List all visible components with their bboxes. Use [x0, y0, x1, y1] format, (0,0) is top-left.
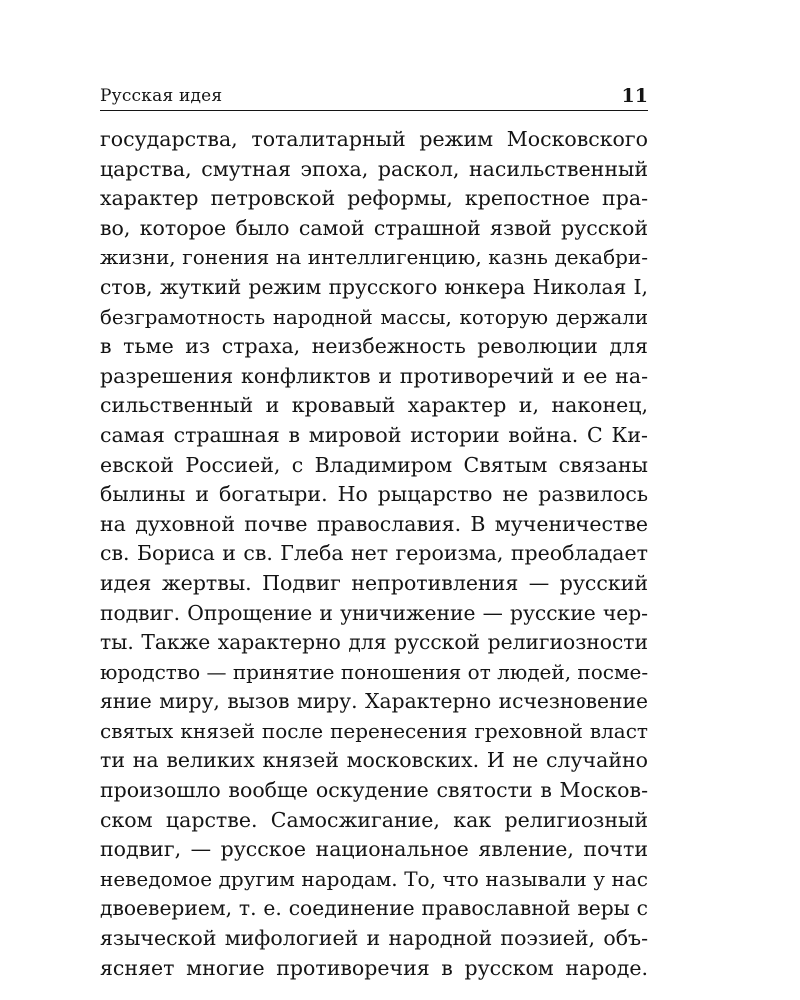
text-line: разрешения конфликтов и противоречий и ее на-: [100, 363, 648, 388]
text-line: неведомое другим народам. То, что называли у нас: [100, 866, 648, 891]
text-line: подвиг, — русское национальное явление, почти: [100, 837, 648, 862]
text-line: св. Бориса и св. Глеба нет героизма, преобладает: [100, 541, 648, 566]
text-line: стов, жуткий режим прусского юнкера Николая I,: [100, 274, 648, 299]
text-line: жизни, гонения на интеллигенцию, казнь декабри-: [100, 245, 648, 270]
text-line: произошло вообще оскудение святости в Москов-: [100, 778, 648, 803]
text-line: самая страшная в мировой истории война. С Ки-: [100, 422, 648, 447]
text-line: ясняет многие противоречия в русском народе.: [100, 955, 648, 980]
text-line: ском царстве. Самосжигание, как религиозный: [100, 807, 648, 832]
text-line: подвиг. Опрощение и уничижение — русские чер-: [100, 600, 648, 625]
text-line: безграмотность народной массы, которую держали: [100, 305, 648, 329]
text-line: яние миру, вызов миру. Характерно исчезновение: [100, 689, 648, 714]
text-line: идея жертвы. Подвиг непротивления — русский: [100, 570, 648, 595]
text-line: языческой мифологией и народной поэзией, объ-: [100, 926, 648, 951]
text-line: характер петровской реформы, крепостное пра-: [100, 186, 648, 211]
text-line: на духовной почве православия. В мученичестве: [100, 511, 648, 536]
text-line: юродство — принятие поношения от людей, посме-: [100, 659, 648, 684]
text-line: былины и богатыри. Но рыцарство не развилось: [100, 482, 648, 507]
running-title: Русская идея: [100, 86, 223, 106]
text-line: двоеверием, т. е. соединение православной веры с: [100, 896, 648, 921]
text-line: царства, смутная эпоха, раскол, насильственный: [100, 156, 648, 181]
text-line: святых князей после перенесения греховной власт: [100, 718, 648, 743]
text-line: в тьме из страха, неизбежность революции для: [100, 334, 648, 359]
text-line: сильственный и кровавый характер и, наконец,: [100, 393, 648, 418]
header-rule: [100, 110, 648, 111]
text-line: ты. Также характерно для русской религиозности: [100, 630, 648, 655]
text-line: во, которое было самой страшной язвой русской: [100, 215, 648, 240]
page-number: 11: [621, 85, 648, 107]
text-line: государства, тоталитарный режим Московского: [100, 127, 648, 151]
text-line: евской Россией, с Владимиром Святым связаны: [100, 452, 648, 477]
page-header: [100, 86, 648, 110]
body-text: [100, 125, 648, 983]
text-line: ти на великих князей московских. И не случайно: [100, 748, 648, 773]
